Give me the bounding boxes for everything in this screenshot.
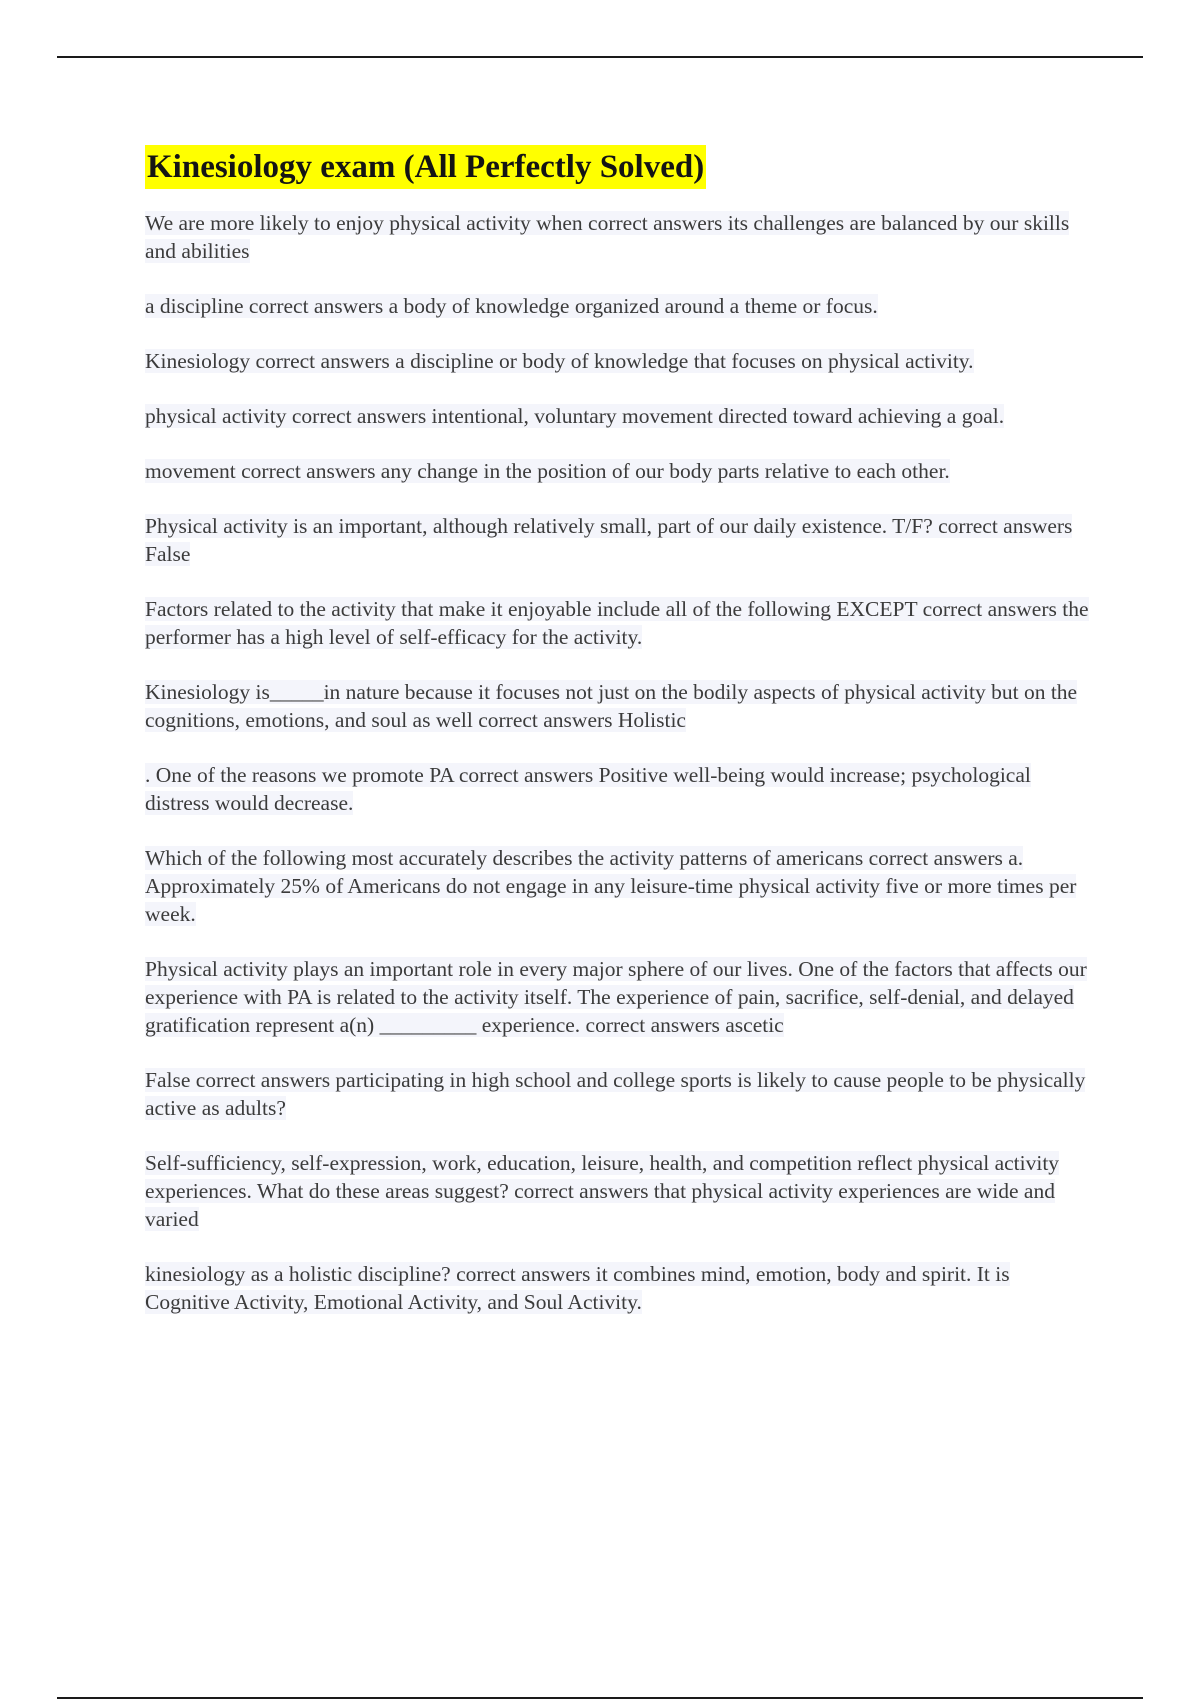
qa-item-6 [145, 512, 1090, 568]
qa-item-11 [145, 955, 1090, 1039]
qa-item-4 [145, 402, 1090, 430]
qa-item-text: Physical activity plays an important role in every major sphere of our lives. One of the factors that affects our experience with PA is related to the activity itself. The experience of pain, sacrifice, self-denial, and delayed gratification represent a(n) _________ experience. correct answers ascetic [145, 957, 1087, 1037]
qa-item-1 [145, 209, 1090, 265]
qa-item-text: Self-sufficiency, self-expression, work, education, leisure, health, and competition reflect physical activity experiences. What do these areas suggest? correct answers that physical activity experiences are wide and varied [145, 1151, 1060, 1231]
qa-list [145, 209, 1090, 1316]
qa-item-5 [145, 457, 1090, 485]
qa-item-14 [145, 1260, 1090, 1316]
qa-item-text: Physical activity is an important, although relatively small, part of our daily existence. T/F? correct answers False [145, 514, 1073, 566]
document-body [145, 145, 1090, 1343]
qa-item-3 [145, 347, 1090, 375]
qa-item-text: a discipline correct answers a body of knowledge organized around a theme or focus. [145, 294, 878, 318]
document-title: Kinesiology exam (All Perfectly Solved) [145, 145, 706, 189]
qa-item-text: physical activity correct answers intentional, voluntary movement directed toward achieving a goal. [145, 404, 1005, 428]
qa-item-text: . One of the reasons we promote PA correct answers Positive well-being would increase; psychological distress would decrease. [145, 763, 1031, 815]
qa-item-7 [145, 595, 1090, 651]
qa-item-text: Kinesiology is_____in nature because it focuses not just on the bodily aspects of physical activity but on the cognitions, emotions, and soul as well correct answers Holistic [145, 680, 1078, 732]
qa-item-text: Which of the following most accurately describes the activity patterns of americans correct answers a. Approximately 25% of Americans do not engage in any leisure-time physical activity five or more times per week. [145, 846, 1077, 926]
qa-item-text: kinesiology as a holistic discipline? correct answers it combines mind, emotion, body and spirit. It is Cognitive Activity, Emotional Activity, and Soul Activity. [145, 1262, 1010, 1314]
qa-item-9 [145, 761, 1090, 817]
qa-item-10 [145, 844, 1090, 928]
qa-item-text: Factors related to the activity that make it enjoyable include all of the following EXCEPT correct answers the performer has a high level of self-efficacy for the activity. [145, 597, 1089, 649]
qa-item-text: movement correct answers any change in the position of our body parts relative to each other. [145, 459, 950, 483]
bottom-rule [57, 1697, 1143, 1699]
qa-item-text: Kinesiology correct answers a discipline or body of knowledge that focuses on physical activity. [145, 349, 974, 373]
qa-item-12 [145, 1066, 1090, 1122]
qa-item-13 [145, 1149, 1090, 1233]
qa-item-text: We are more likely to enjoy physical activity when correct answers its challenges are balanced by our skills and abilities [145, 211, 1070, 263]
top-rule [57, 56, 1143, 58]
qa-item-8 [145, 678, 1090, 734]
qa-item-text: False correct answers participating in high school and college sports is likely to cause people to be physically active as adults? [145, 1068, 1086, 1120]
qa-item-2 [145, 292, 1090, 320]
